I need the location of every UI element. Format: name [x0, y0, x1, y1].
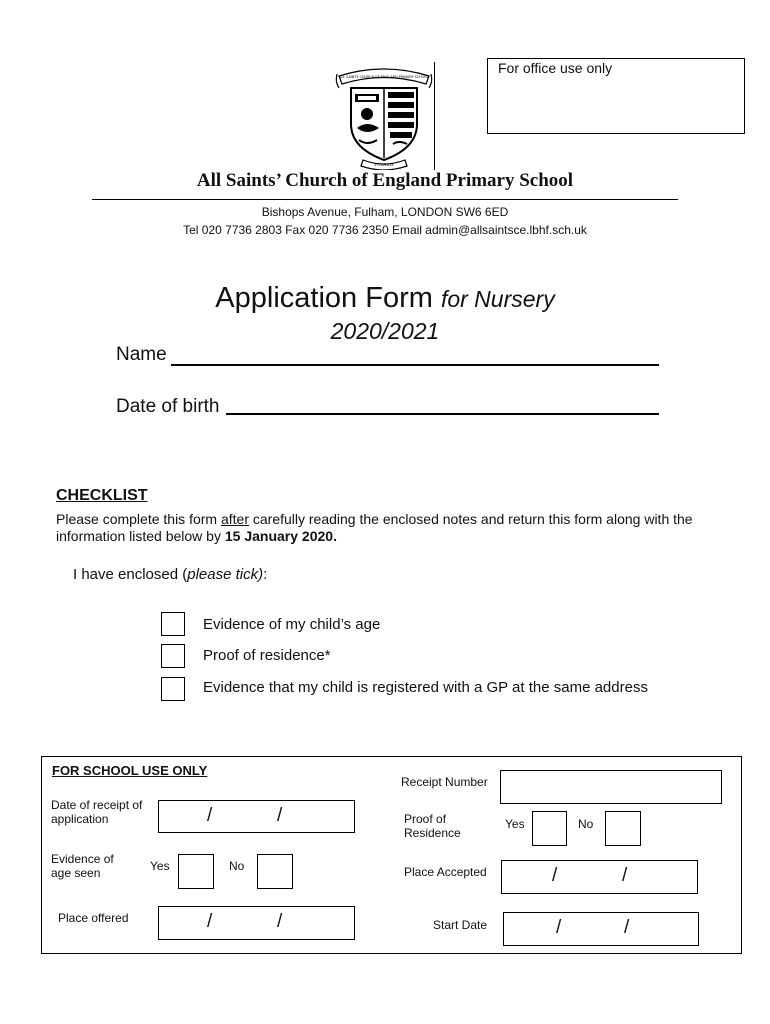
dob-label: Date of birth — [116, 396, 220, 417]
age-seen-label-line2: age seen — [51, 866, 101, 880]
date-slash: / — [556, 917, 562, 938]
date-slash: / — [277, 805, 283, 826]
enclosed-italic: please tick) — [187, 566, 264, 583]
date-slash: / — [277, 911, 283, 932]
office-use-box — [487, 58, 745, 134]
receipt-date-field[interactable] — [158, 800, 355, 833]
instructions-text: Please complete this form — [56, 511, 221, 527]
place-offered-label: Place offered — [58, 911, 129, 925]
school-name: All Saints’ Church of England Primary School — [196, 170, 574, 191]
instructions-after: after — [220, 511, 249, 527]
date-slash: / — [622, 865, 628, 886]
svg-text:ALL SAINTS CHURCH OF ENGLAND P: ALL SAINTS CHURCH OF ENGLAND PRIMARY SCHOOL — [339, 75, 429, 79]
enclosed-text: I have enclosed ( — [73, 566, 188, 583]
form-title-suffix: for Nursery — [440, 286, 555, 312]
form-title — [0, 282, 770, 315]
receipt-number-label: Receipt Number — [401, 775, 488, 789]
tick-gp-label: Evidence that my child is registered with a GP at the same address — [203, 679, 648, 696]
school-crest-icon — [333, 62, 435, 170]
enclosed-prompt — [73, 566, 267, 583]
start-date-field[interactable] — [503, 912, 699, 946]
date-slash: / — [552, 865, 558, 886]
proof-yes-box[interactable] — [532, 811, 567, 846]
proof-label-line2: Residence — [404, 826, 461, 840]
checklist-heading: CHECKLIST — [56, 487, 148, 504]
school-address: Bishops Avenue, Fulham, LONDON SW6 6ED — [261, 205, 509, 219]
proof-no-box[interactable] — [605, 811, 641, 846]
proof-label-line1: Proof of — [404, 812, 447, 826]
school-contact: Tel 020 7736 2803 Fax 020 7736 2350 Email admin@allsaintsce.lbhf.sch.uk — [183, 223, 587, 237]
tick-child-age-label: Evidence of my child’s age — [203, 616, 381, 633]
tick-child-age-checkbox[interactable] — [161, 612, 185, 636]
receipt-date-label-line1: Date of receipt of — [51, 798, 143, 812]
form-title-main: Application Form — [215, 282, 433, 314]
age-seen-label-line1: Evidence of — [51, 852, 114, 866]
receipt-number-field[interactable] — [500, 770, 722, 804]
instructions-deadline: 15 January 2020. — [224, 528, 337, 544]
checklist-instructions — [56, 511, 736, 545]
tick-gp-checkbox[interactable] — [161, 677, 185, 701]
office-use-label: For office use only — [498, 60, 613, 76]
dob-field[interactable] — [226, 413, 659, 415]
start-date-label: Start Date — [433, 918, 488, 932]
date-slash: / — [624, 917, 630, 938]
proof-no-label: No — [578, 817, 594, 831]
proof-residence-label — [404, 812, 461, 840]
svg-text:FULHAM: FULHAM — [374, 162, 394, 167]
instructions-text-2: carefully reading the enclosed notes and return this form along with the information listed below by — [56, 511, 693, 544]
date-slash: / — [207, 911, 213, 932]
receipt-date-label-line2: application — [51, 812, 109, 826]
tick-residence-label: Proof of residence* — [203, 647, 331, 664]
name-field[interactable] — [171, 364, 659, 366]
form-year: 2020/2021 — [330, 318, 440, 344]
school-use-heading: FOR SCHOOL USE ONLY — [52, 763, 208, 778]
enclosed-colon: : — [263, 566, 268, 583]
age-seen-yes-label: Yes — [150, 859, 170, 873]
proof-yes-label: Yes — [505, 817, 525, 831]
date-slash: / — [207, 805, 213, 826]
receipt-date-label — [51, 798, 142, 826]
age-seen-label — [51, 852, 114, 880]
tick-residence-checkbox[interactable] — [161, 644, 185, 668]
name-label: Name — [116, 344, 167, 365]
place-accepted-label: Place Accepted — [404, 865, 487, 879]
age-seen-no-box[interactable] — [257, 854, 293, 889]
header-rule — [92, 199, 678, 200]
age-seen-no-label: No — [229, 859, 245, 873]
place-offered-field[interactable] — [158, 906, 355, 940]
age-seen-yes-box[interactable] — [178, 854, 214, 889]
place-accepted-field[interactable] — [501, 860, 698, 894]
